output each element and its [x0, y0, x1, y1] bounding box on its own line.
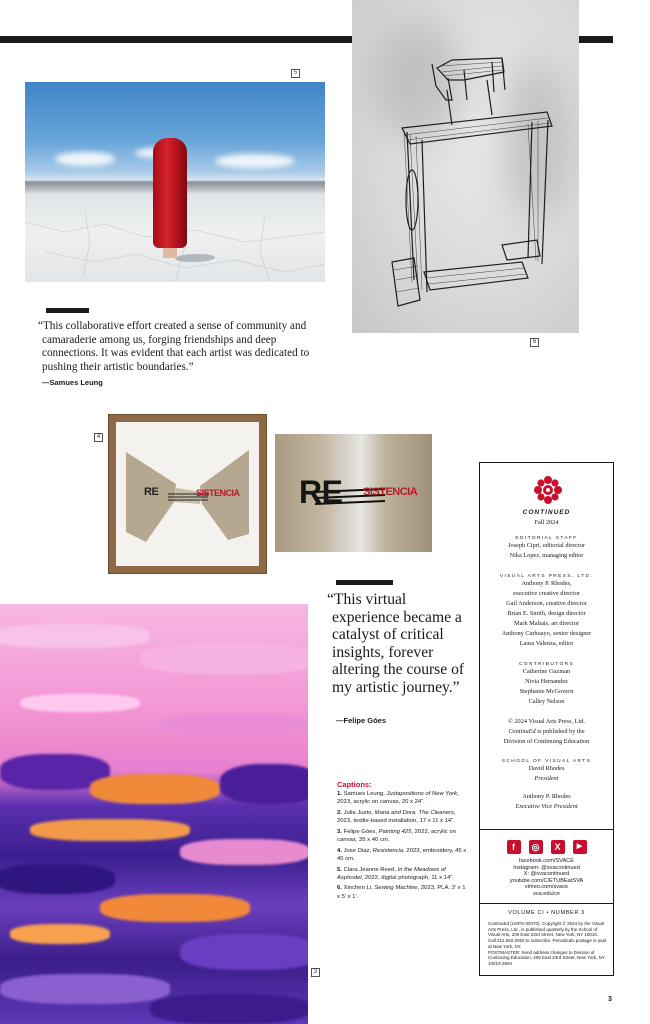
youtube-icon[interactable]: ▶: [573, 840, 587, 854]
image-number-3: 3: [311, 968, 320, 977]
press-heading: VISUAL ARTS PRESS, LTD.: [499, 574, 594, 579]
social-link[interactable]: vimeo.com/svace: [524, 884, 569, 891]
evp-name: Anthony P. Rhodes: [522, 793, 571, 800]
published-line: ContinuEd is published by the: [508, 728, 585, 735]
staff-line: Laura Valenza, editor: [519, 640, 574, 647]
postmaster-text: POSTMASTER: Send address changes to Division of Continuing Education, 209 East 23rd Street, New York, NY 10010-3994: [488, 949, 605, 966]
pull-quote-2: “This virtual experience became a catalyst of critical insights, forever altering the course of my artistic journey.”: [327, 591, 465, 696]
publisher-info: [480, 717, 613, 747]
social-link[interactable]: Instagram: @svacontinued: [513, 864, 580, 871]
masthead-divider: [480, 903, 613, 904]
staff-line: Anthony Carhuayo, senior designer: [501, 630, 592, 637]
resistencia-closeup-left: RE: [299, 474, 343, 510]
social-link[interactable]: youtube.com/C/ETUBEatSVA: [509, 877, 584, 884]
president-title: President: [534, 775, 559, 782]
caption-item: 6. Xinchen Li, Sewing Machine, 2023, PLA, 3’ x 1 x 5’ x 1’.: [337, 885, 466, 900]
volume-number: VOLUME CI • NUMBER 3: [508, 910, 585, 916]
masthead-title: CONTINUED: [522, 509, 571, 516]
x-icon[interactable]: X: [551, 840, 565, 854]
instagram-icon[interactable]: ◎: [529, 840, 543, 854]
contributor-line: Nivia Hernandez: [525, 678, 568, 685]
contributor-line: Calley Nelson: [528, 698, 565, 705]
contributors: [480, 662, 613, 707]
photo-embroidery-closeup: [275, 434, 432, 552]
photo-red-cloth-figure: [25, 82, 325, 282]
editorial-staff: [480, 536, 613, 561]
contributor-line: Stephanie McGovern: [519, 688, 574, 695]
masthead-season: Fall 2024: [534, 519, 559, 526]
social-link[interactable]: sva.edu/ce: [532, 890, 561, 897]
president-name: David Rhodes: [528, 765, 565, 772]
legal-text: ContinuEd (USPS-00470). Copyright © 2024 by the Visual Arts Press, Ltd., is published quarterly by the School of Visual Arts, 209 East 23rd Street, New York, NY 10010. Call 212.592.2050 to subscribe. Periodicals postage is paid at New York, NY.: [488, 921, 607, 949]
resistencia-left: RE: [144, 486, 159, 498]
photo-wire-sewing-machine: [352, 0, 579, 333]
caption-item: 4. Jose Diaz, Resistencia, 2023, embroidery, 45 x 45 cm.: [337, 847, 467, 862]
press-staff: [480, 574, 613, 649]
legal-notice: [488, 921, 607, 967]
contributors-heading: CONTRIBUTORS: [518, 662, 575, 667]
school-leadership: [480, 759, 613, 812]
division-line: Division of Continuing Education: [503, 738, 590, 745]
caption-item: 1. Samues Leung, Juxtapositions of New York, 2023, acrylic on canvas, 20 x 24”.: [337, 791, 459, 806]
pull-quote-1: “This collaborative effort created a sense of community and camaraderie among us, forging friendships and deep connections. It was evident that each artist was dedicated to pushing their artistic boundaries.”: [38, 320, 310, 373]
resistencia-closeup-right: SISTENCIA: [363, 486, 418, 498]
social-links: [480, 858, 613, 898]
staff-line: Anthony P. Rhodes,: [521, 580, 572, 587]
captions-heading: Captions:: [337, 780, 372, 789]
quote-rule-1: [46, 308, 89, 313]
staff-line: executive creative director: [513, 590, 580, 597]
quote-attribution-2: —Felipe Góes: [336, 716, 387, 725]
image-number-6: 6: [530, 338, 539, 347]
social-icons: [480, 840, 613, 854]
staff-line: Mark Maltais, art director: [513, 620, 580, 627]
caption-item: 2. Julia Justo, Maria and Dora. The Cleaners, 2023, textile-based installation, 17 x 11 x 14”.: [337, 809, 456, 825]
contributor-line: Catherine Guzman: [522, 668, 571, 675]
masthead-box: [479, 462, 614, 976]
caption-item: 3. Felipe Góes, Painting 425, 2022, acrylic on canvas, 35 x 40 cm.: [337, 828, 456, 844]
caption-item: 5. Clara Jeanne Reed, In the Meadows of Asphodel, 2022, digital photograph, 11 x 14”.: [337, 866, 454, 881]
staff-line: Brian E. Smith, design director: [507, 610, 586, 617]
facebook-icon[interactable]: f: [507, 840, 521, 854]
evp-title: Executive Vice President: [515, 803, 578, 810]
editorial-heading: EDITORIAL STAFF: [515, 536, 578, 541]
school-heading: SCHOOL OF VISUAL ARTS: [501, 759, 592, 764]
staff-line: Joseph Cipri, editorial director: [508, 542, 585, 549]
continued-logo-icon: [533, 475, 563, 505]
quote-attribution-1: —Samues Leung: [42, 378, 103, 387]
social-link[interactable]: X: @svacontinued: [523, 871, 570, 878]
copyright-line: © 2024 Visual Arts Press, Ltd.: [508, 718, 585, 725]
photo-framed-embroidery: [108, 414, 267, 574]
social-link[interactable]: facebook.com/SVACE: [519, 858, 574, 864]
page-number: 3: [608, 996, 612, 1003]
quote-rule-2: [336, 580, 393, 585]
image-number-4: 4: [94, 433, 103, 442]
masthead-divider: [480, 829, 613, 830]
wire-sculpture-illustration: [352, 0, 579, 333]
image-number-5: 5: [291, 69, 300, 78]
staff-line: Gail Anderson, creative director: [506, 600, 587, 607]
photo-abstract-painting: [0, 604, 308, 1024]
captions-list: [337, 790, 469, 903]
resistencia-right: SISTENCIA: [196, 488, 240, 498]
staff-line: Nika Lopez, managing editor: [509, 552, 584, 559]
